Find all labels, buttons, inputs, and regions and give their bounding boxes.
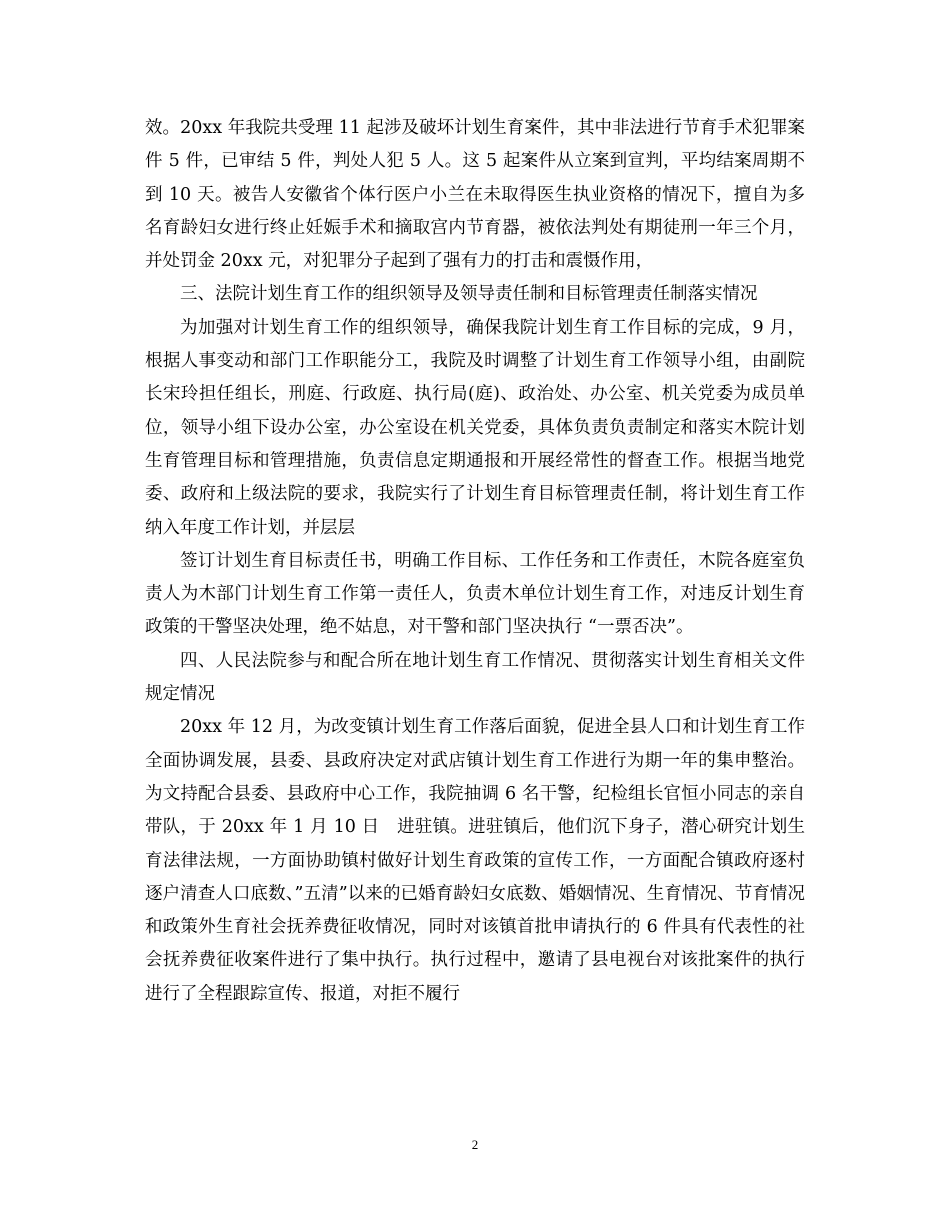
section-heading-four: 四、人民法院参与和配合所在地计划生育工作情况、贯彻落实计划生育相关文件规定情况 xyxy=(145,650,805,705)
paragraph-cooperation: 20xx 年 12 月，为改变镇计划生育工作落后面貌，促进全县人口和计划生育工作全面协调发展，县委、县政府决定对武店镇计划生育工作进行为期一年的集申整治。为文持配合县委、县政府中心工作，我院抽调 6 名干警，纪检组长官恒小同志的亲自带队，于 20xx 年 1 月 10 日 进驻镇。进驻镇后，他们沉下身子，潜心研究计划生育法律法规，一方面协助镇村做好计划生育政策的宣传工作，一方面配合镇政府逐村逐户清查人口底数、”五清”以来的已婚育龄妇女底数、婚姻情况、生育情况、节育情况和政策外生育社会抚养费征收情况，同时对该镇首批申请执行的 6 件具有代表性的社会抚养费征收案件进行了集中执行。执行过程中，邀请了县电视台对该批案件的执行进行了全程跟踪宣传、报道，对拒不履行 xyxy=(145,717,805,1004)
page-number: 2 xyxy=(471,1137,479,1152)
paragraph-leadership: 为加强对计划生育工作的组织领导，确保我院计划生育工作目标的完成，9 月，根据人事变动和部门工作职能分工，我院及时调整了计划生育工作领导小组，由副院长宋玲担任组长，刑庭、行政庭、执行局(庭)、政治处、办公室、机关党委为成员单位，领导小组下设办公室，办公室设在机关党委，具体负责负责制定和落实木院计划生育管理目标和管理措施，负责信息定期通报和开展经常性的督查工作。根据当地党委、政府和上级法院的要求，我院实行了计划生育目标管理责任制，将计划生育工作纳入年度工作计划，并层层 xyxy=(145,317,805,538)
paragraph-case-statistics: 效。20xx 年我院共受理 11 起涉及破坏计划生育案件，其中非法进行节育手术犯罪案件 5 件，已审结 5 件，判处人犯 5 人。这 5 起案件从立案到宣判，平均结案周期不到 10 天。被告人安徽省个体行医户小兰在未取得医生执业资格的情况下，擅自为多名育龄妇女进行终止妊娠手术和摘取宫内节育器，被依法判处有期徒刑一年三个月，并处罚金 20xx 元，对犯罪分子起到了强有力的打击和震慑作用， xyxy=(145,118,805,272)
section-heading-three: 三、法院计划生育工作的组织领导及领导责任制和目标管理责任制落实情况 xyxy=(180,284,758,305)
document-page xyxy=(145,112,805,1011)
paragraph-responsibility: 签订计划生育目标责任书，明确工作目标、工作任务和工作责任，木院各庭室负责人为木部门计划生育工作第一责任人，负责木单位计划生育工作，对违反计划生育政策的干警坚决处理，绝不姑息，对干警和部门坚决执行 “一票否决”。 xyxy=(145,550,805,638)
